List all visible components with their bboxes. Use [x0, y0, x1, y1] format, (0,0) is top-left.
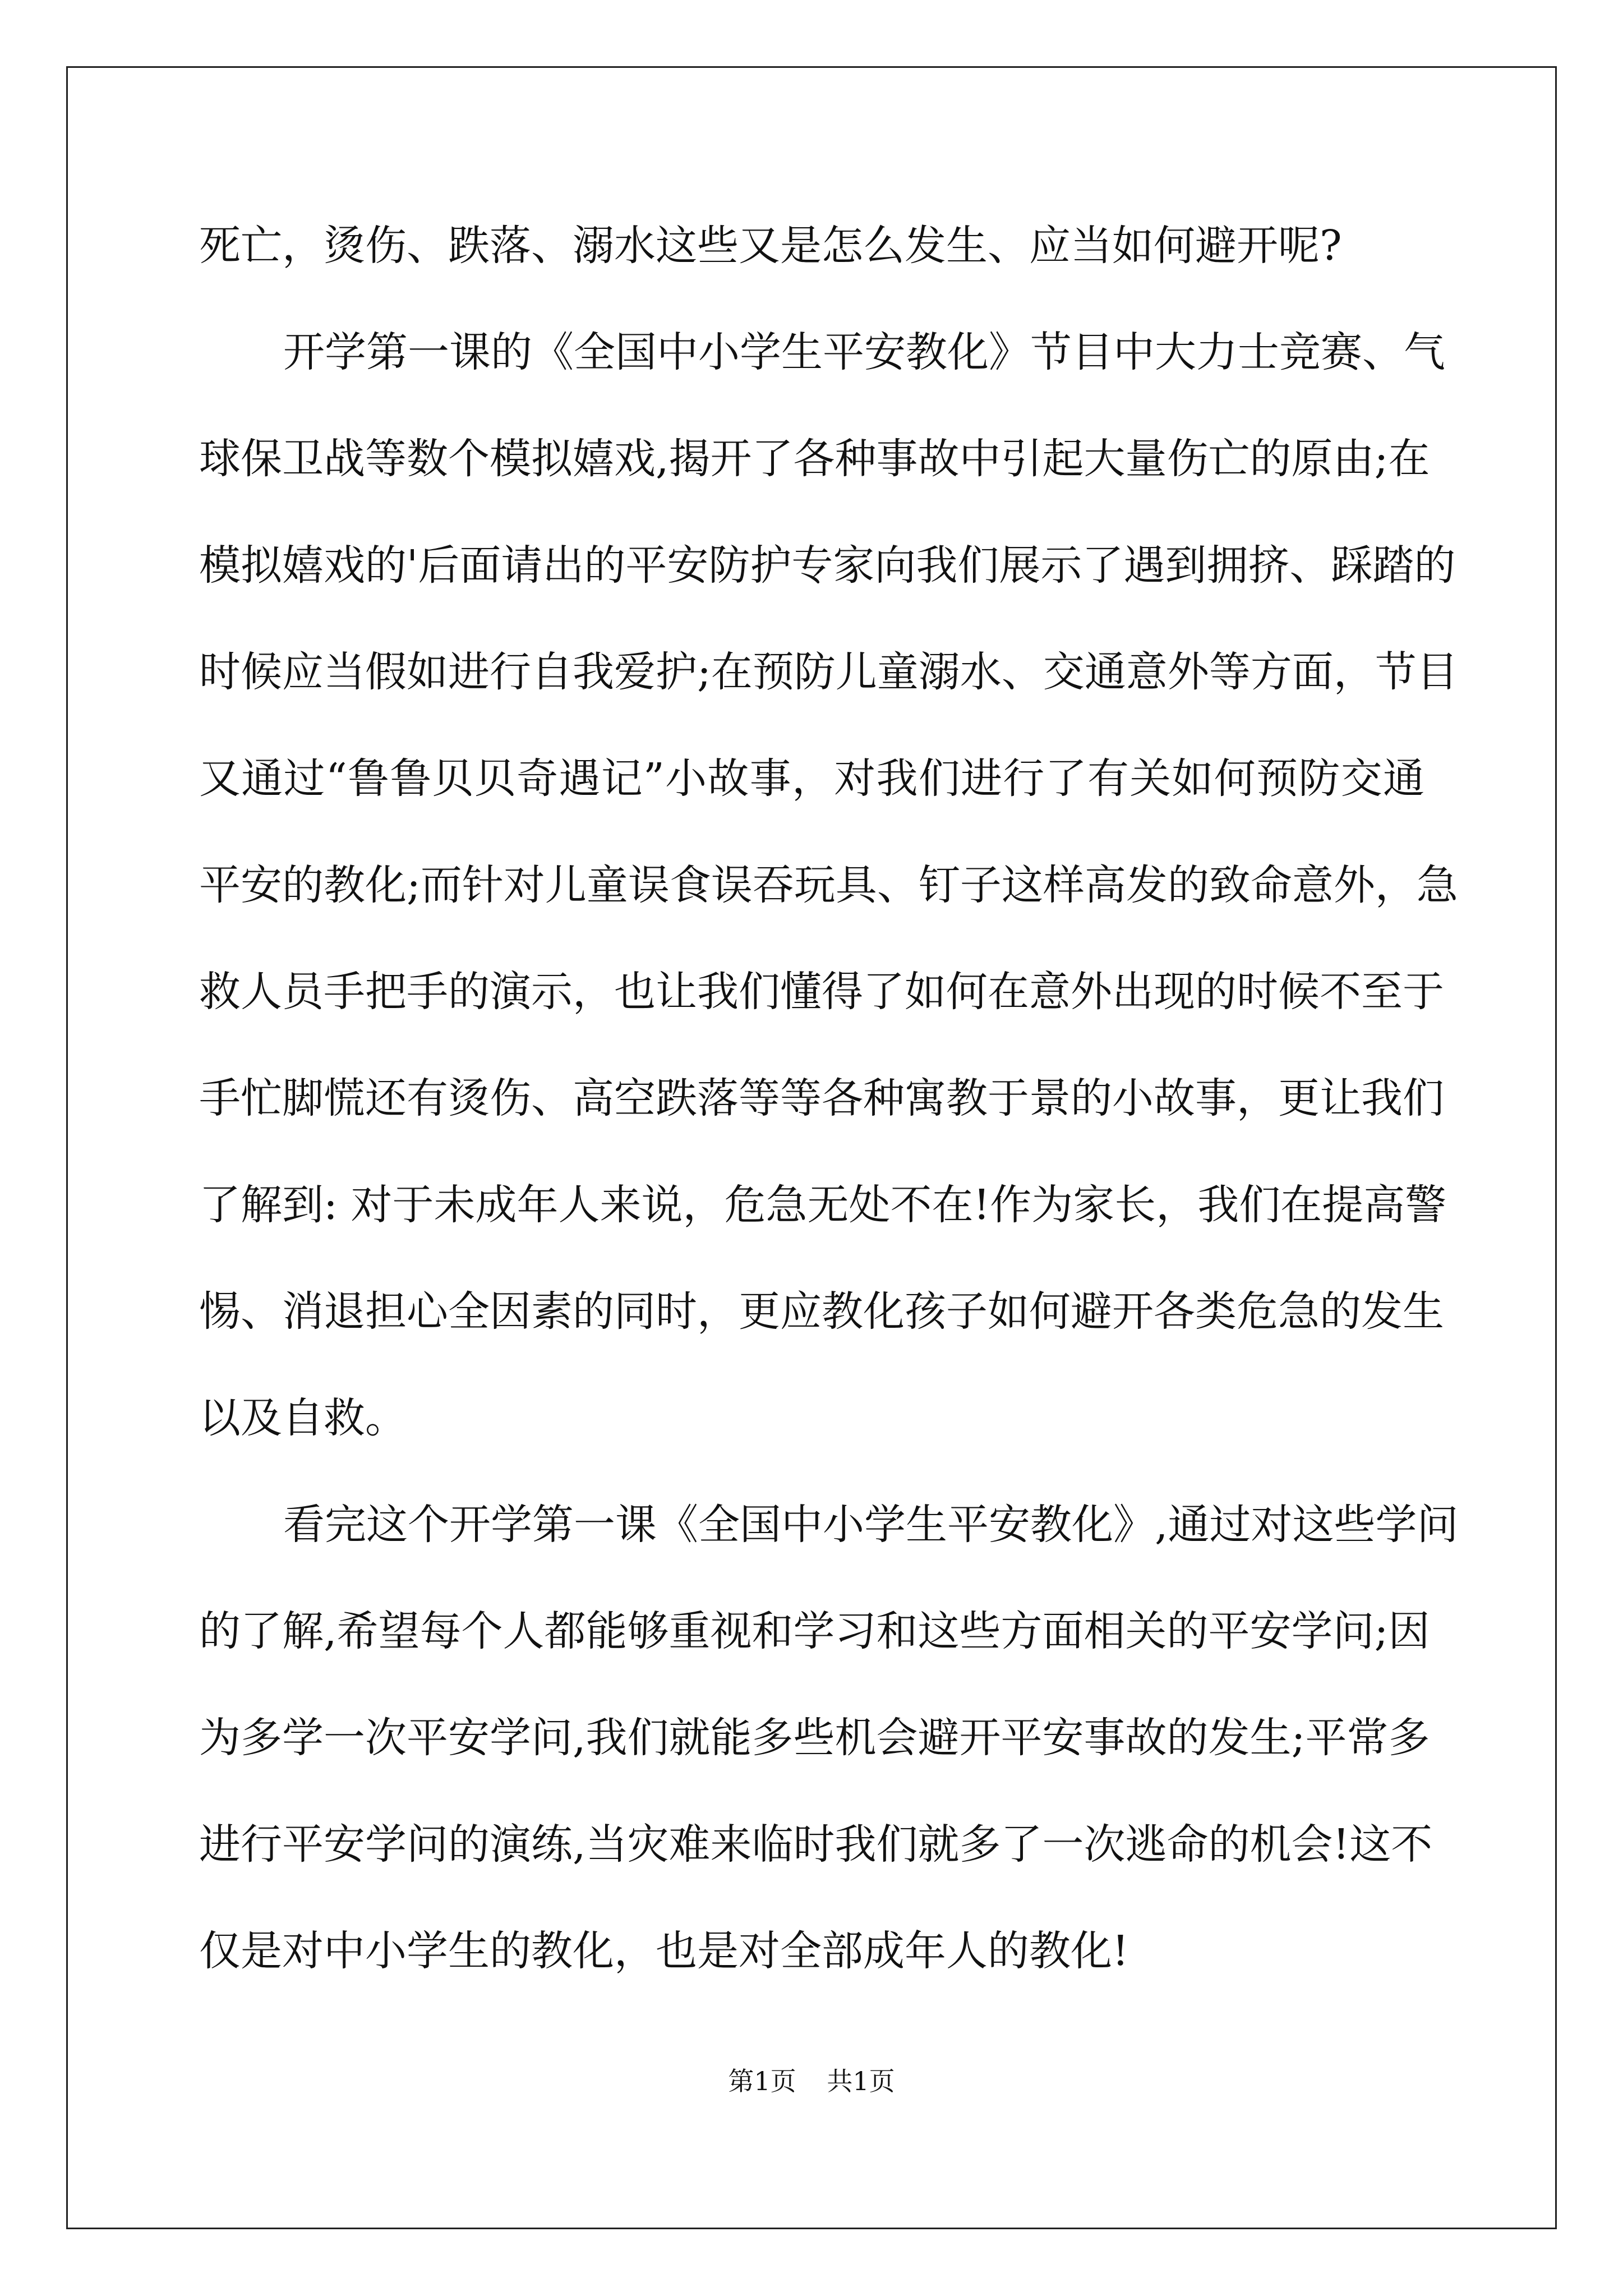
- text-line: 球保卫战等数个模拟嬉戏,揭开了各种事故中引起大量伤亡的原由;在: [199, 435, 1430, 483]
- text-line: 仅是对中小学生的教化，也是对全部成年人的教化!: [199, 1927, 1129, 1975]
- text-line: 死亡，烫伤、跌落、溺水这些又是怎么发生、应当如何避开呢?: [199, 222, 1342, 270]
- text-line: 时候应当假如进行自我爱护;在预防儿童溺水、交通意外等方面，节目: [199, 648, 1458, 696]
- page-total: 共1页: [827, 2066, 895, 2096]
- text-line: 进行平安学问的演练,当灾难来临时我们就多了一次逃命的机会!这不: [199, 1820, 1433, 1869]
- text-line: 了解到: 对于未成年人来说，危急无处不在!作为家长，我们在提高警: [199, 1181, 1447, 1229]
- document-body: [199, 212, 1459, 2024]
- text-line: 手忙脚慌还有烫伤、高空跌落等等各种寓教于景的小故事，更让我们: [199, 1074, 1444, 1122]
- text-line: 惕、消退担心全因素的同时，更应教化孩子如何避开各类危急的发生: [199, 1287, 1444, 1336]
- text-line: 为多学一次平安学问,我们就能多些机会避开平安事故的发生;平常多: [199, 1714, 1430, 1762]
- page-number: 第1页: [728, 2066, 796, 2096]
- text-line: 的了解,希望每个人都能够重视和学习和这些方面相关的平安学问;因: [199, 1607, 1430, 1655]
- text-line: 模拟嬉戏的'后面请出的平安防护专家向我们展示了遇到拥挤、踩踏的: [199, 541, 1456, 590]
- text-line: 救人员手把手的演示，也让我们懂得了如何在意外出现的时候不至于: [199, 968, 1444, 1016]
- text-line: 开学第一课的《全国中小学生平安教化》节目中大力士竞赛、气: [283, 328, 1445, 376]
- text-line: 以及自救。: [199, 1394, 407, 1442]
- text-line: 又通过“鲁鲁贝贝奇遇记”小故事，对我们进行了有关如何预防交通: [199, 754, 1424, 803]
- text-line: 平安的教化;而针对儿童误食误吞玩具、钉子这样高发的致命意外，急: [199, 861, 1458, 909]
- page-footer: [0, 2064, 1623, 2098]
- text-line: 看完这个开学第一课《全国中小学生平安教化》,通过对这些学问: [283, 1501, 1459, 1549]
